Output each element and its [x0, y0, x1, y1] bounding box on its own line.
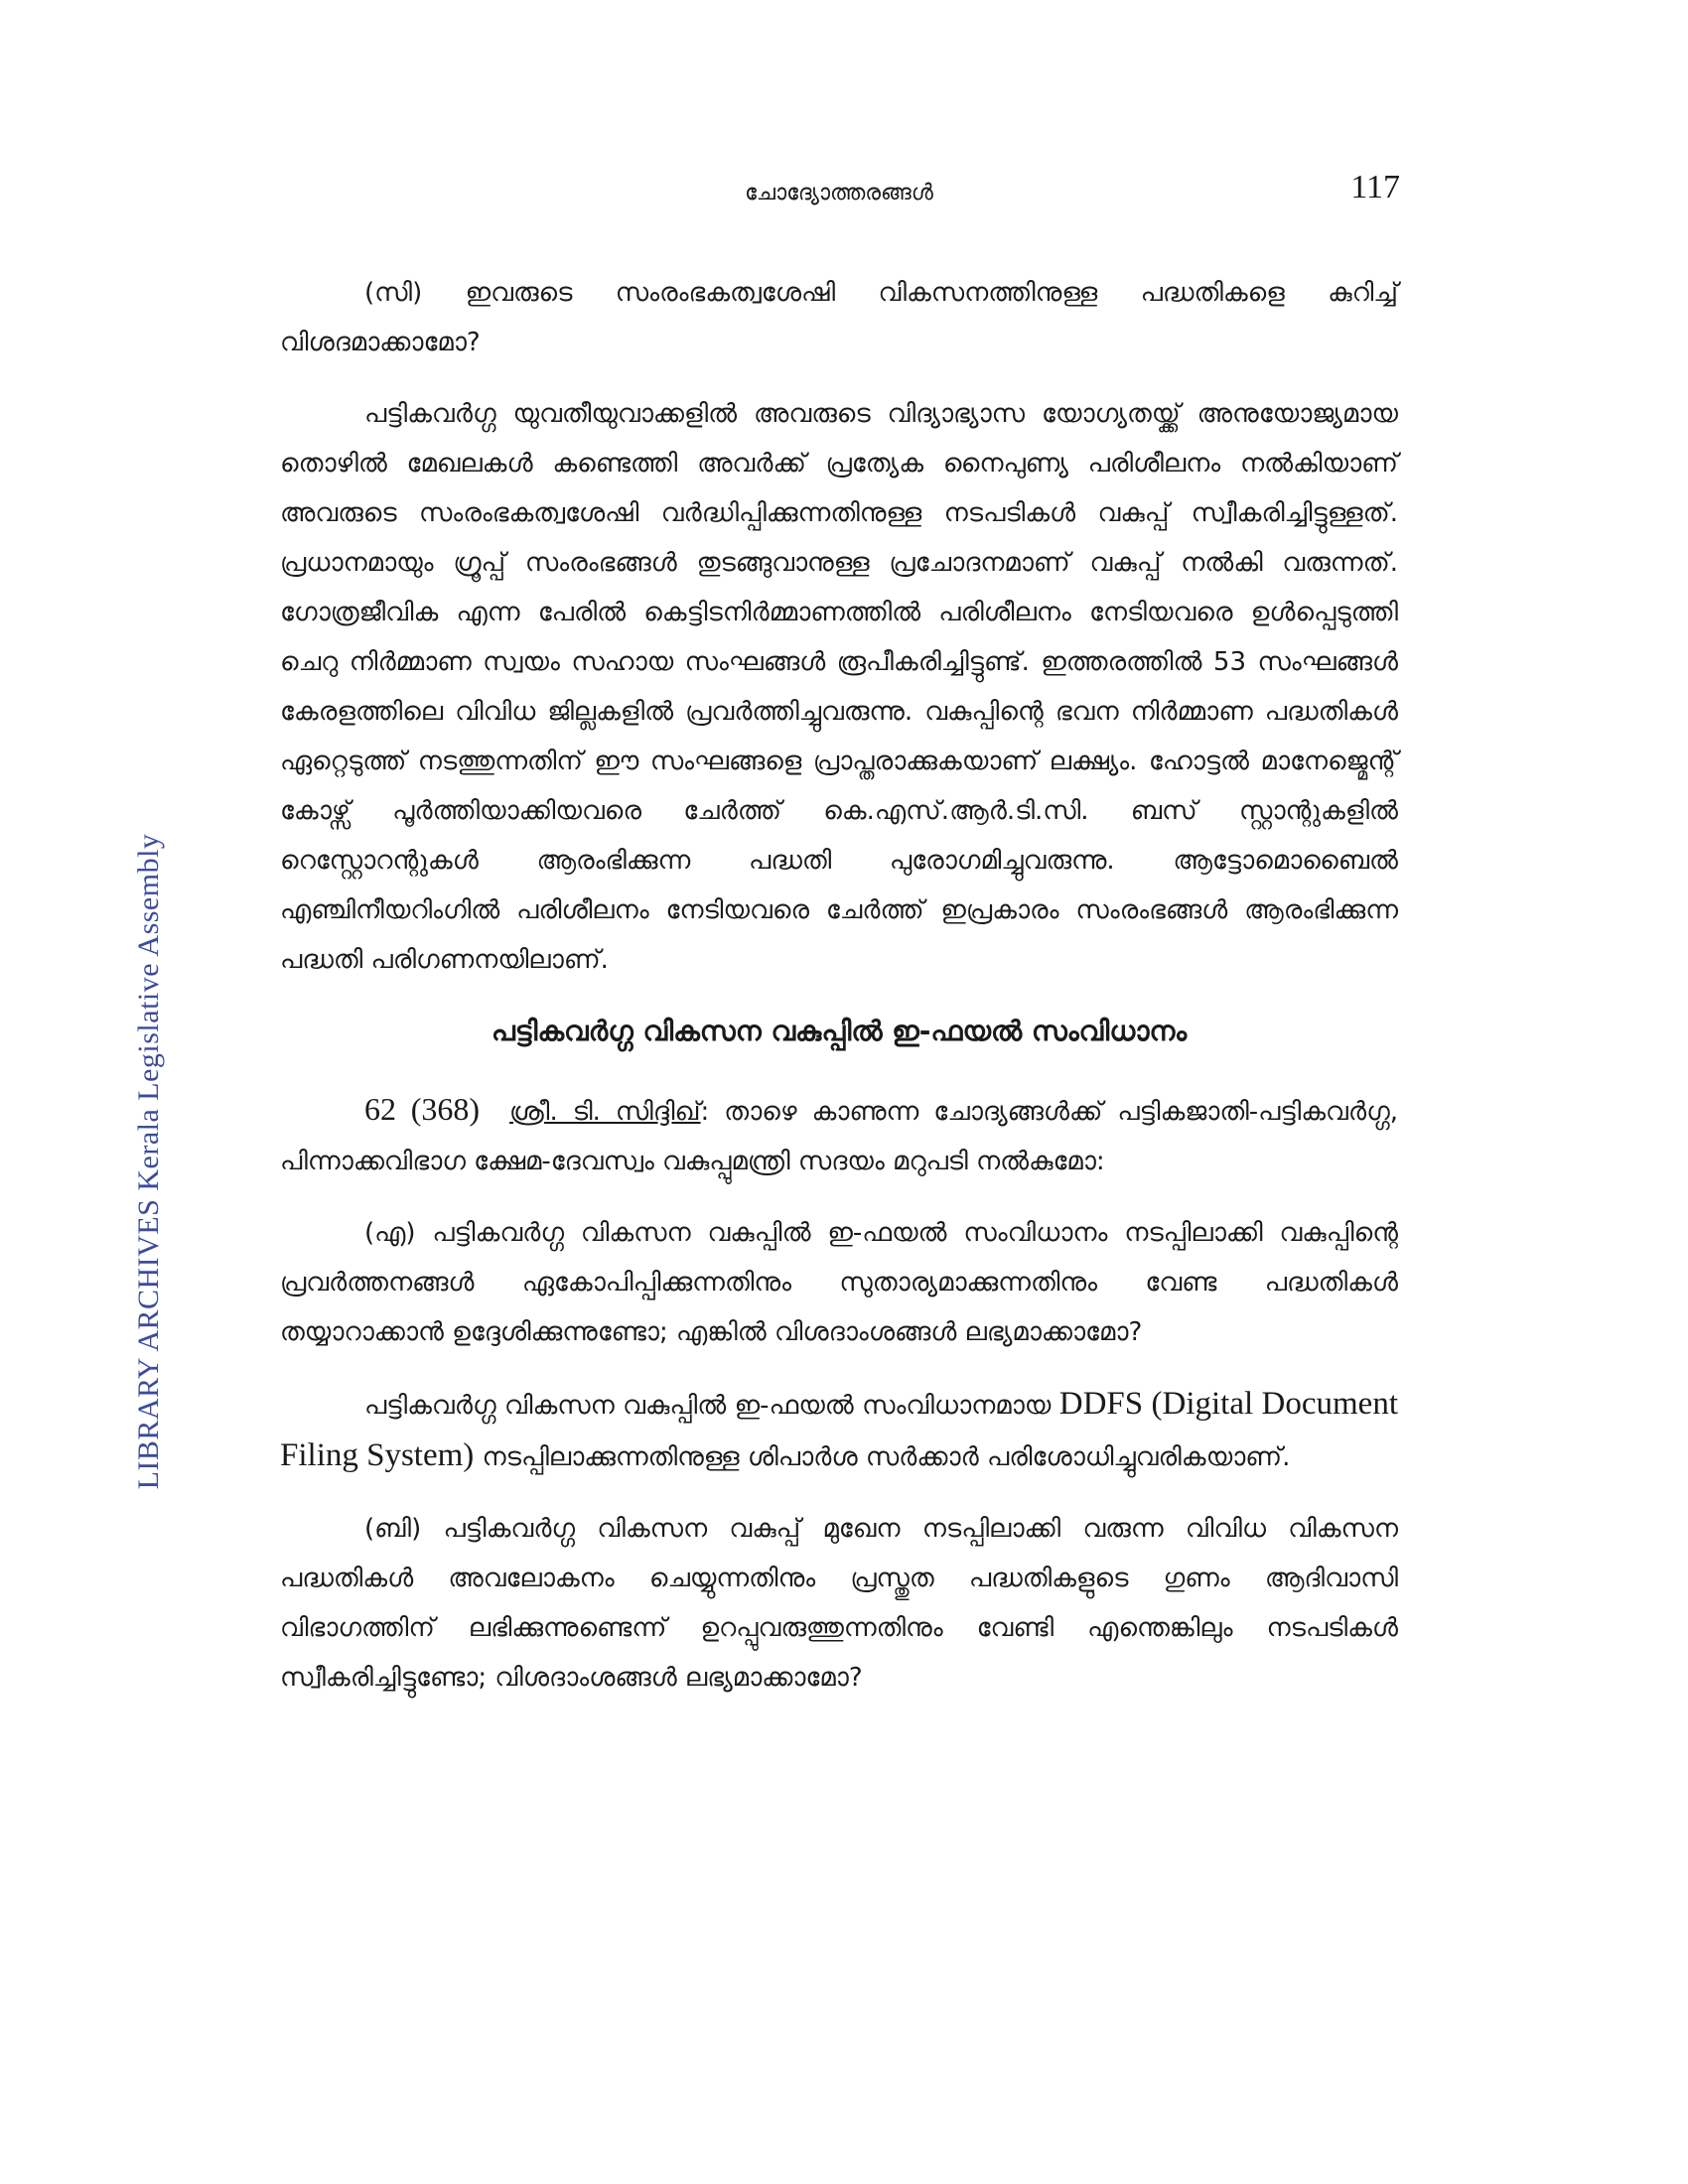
page-number: 117	[1350, 169, 1400, 205]
header-title: ചോദ്യോത്തരങ്ങൾ	[745, 181, 933, 205]
answer-c: പട്ടികവർഗ്ഗ യുവതീയുവാക്കളിൽ അവരുടെ വിദ്യാഭ്യാസ യോഗ്യതയ്ക്ക് അനുയോജ്യമായ തൊഴിൽ മേഖലകൾ കണ്ടെത്തി അവർക്ക് പ്രത്യേക നൈപുണ്യ പരിശീലനം നൽകിയാണ് അവരുടെ സംരംഭകത്വശേഷി വർദ്ധിപ്പിക്കുന്നതിനുള്ള നടപടികൾ വകുപ്പ് സ്വീകരിച്ചിട്ടുള്ളത്. പ്രധാനമായും ഗ്രൂപ്പ് സംരംഭങ്ങൾ തുടങ്ങുവാനുള്ള പ്രചോദനമാണ് വകുപ്പ് നൽകി വരുന്നത്. ഗോത്രജീവിക എന്ന പേരിൽ കെട്ടിടനിർമ്മാണത്തിൽ പരിശീലനം നേടിയവരെ ഉൾപ്പെടുത്തി ചെറു നിർമ്മാണ സ്വയം സഹായ സംഘങ്ങൾ രൂപീകരിച്ചിട്ടുണ്ട്. ഇത്തരത്തിൽ 53 സംഘങ്ങൾ കേരളത്തിലെ വിവിധ ജില്ലകളിൽ പ്രവർത്തിച്ചുവരുന്നു. വകുപ്പിന്റെ ഭവന നിർമ്മാണ പദ്ധതികൾ ഏറ്റെടുത്ത് നടത്തുന്നതിന് ഈ സംഘങ്ങളെ പ്രാപ്തരാക്കുകയാണ് ലക്ഷ്യം. ഹോട്ടൽ മാനേജ്മെന്റ് കോഴ്സ് പൂർത്തിയാക്കിയവരെ ചേർത്ത് കെ.എസ്.ആർ.ടി.സി. ബസ് സ്റ്റാന്റുകളിൽ റെസ്റ്റോറന്റുകൾ ആരംഭിക്കുന്ന പദ്ധതി പുരോഗമിച്ചുവരുന്നു. ആട്ടോമൊബൈൽ എഞ്ചിനീയറിംഗിൽ പരിശീലനം നേടിയവരെ ചേർത്ത് ഇപ്രകാരം സംരംഭങ്ങൾ ആരംഭിക്കുന്ന പദ്ധതി പരിഗണനയിലാണ്.	[280, 399, 1398, 975]
question-number: 62 (368)	[364, 1091, 481, 1127]
question-c: (സി) ഇവരുടെ സംരംഭകത്വശേഷി വികസനത്തിനുള്ള പദ്ധതികളെ കുറിച്ച് വിശദമാക്കാമോ?	[280, 278, 1398, 357]
running-header	[278, 169, 1400, 228]
answer-a	[280, 1379, 1398, 1482]
archive-watermark: LIBRARY ARCHIVES Kerala Legislative Assembly	[132, 833, 165, 1490]
document-body	[280, 268, 1398, 1724]
question-b: (ബി) പട്ടികവർഗ്ഗ വികസന വകുപ്പ് മുഖേന നടപ്പിലാക്കി വരുന്ന വിവിധ വികസന പദ്ധതികൾ അവലോകനം ചെയ്യുന്നതിനും പ്രസ്തുത പദ്ധതികളുടെ ഗുണം ആദിവാസി വിഭാഗത്തിന് ലഭിക്കുന്നുണ്ടെന്ന് ഉറപ്പുവരുത്തുന്നതിനും വേണ്ടി എന്തെങ്കിലും നടപടികൾ സ്വീകരിച്ചിട്ടുണ്ടോ; വിശദാംശങ്ങൾ ലഭ്യമാക്കാമോ?	[280, 1514, 1398, 1693]
question-62-text: : താഴെ കാണുന്ന ചോദ്യങ്ങൾക്ക് പട്ടികജാതി-പട്ടികവർഗ്ഗ, പിന്നാക്കവിഭാഗ ക്ഷേമ-ദേവസ്വം വകുപ്പുമന്ത്രി സദയം മറുപടി നൽകുമോ:	[280, 1097, 1398, 1176]
section-heading: പട്ടികവർഗ്ഗ വികസന വകുപ്പിൽ ഇ-ഫയൽ സംവിധാനം	[491, 1015, 1188, 1047]
ddfs-name: DDFS (Digital Document Filing System)	[280, 1386, 1398, 1473]
answer-a-text-2: നടപ്പിലാക്കുന്നതിനുള്ള ശിപാർശ സർക്കാർ പരിശോധിച്ചുവരികയാണ്.	[474, 1442, 1291, 1472]
question-a: (എ) പട്ടികവർഗ്ഗ വികസന വകുപ്പിൽ ഇ-ഫയൽ സംവിധാനം നടപ്പിലാക്കി വകുപ്പിന്റെ പ്രവർത്തനങ്ങൾ ഏകോപിപ്പിക്കുന്നതിനും സുതാര്യമാക്കുന്നതിനും വേണ്ട പദ്ധതികൾ തയ്യാറാക്കാൻ ഉദ്ദേശിക്കുന്നുണ്ടോ; എങ്കിൽ വിശദാംശങ്ങൾ ലഭ്യമാക്കാമോ?	[280, 1218, 1398, 1347]
answer-a-text-1: പട്ടികവർഗ്ഗ വികസന വകുപ്പിൽ ഇ-ഫയൽ സംവിധാനമായ	[364, 1391, 1059, 1421]
member-name: ശ്രീ. ടി. സിദ്ദിഖ്	[509, 1097, 701, 1127]
question-62-intro	[280, 1084, 1398, 1186]
